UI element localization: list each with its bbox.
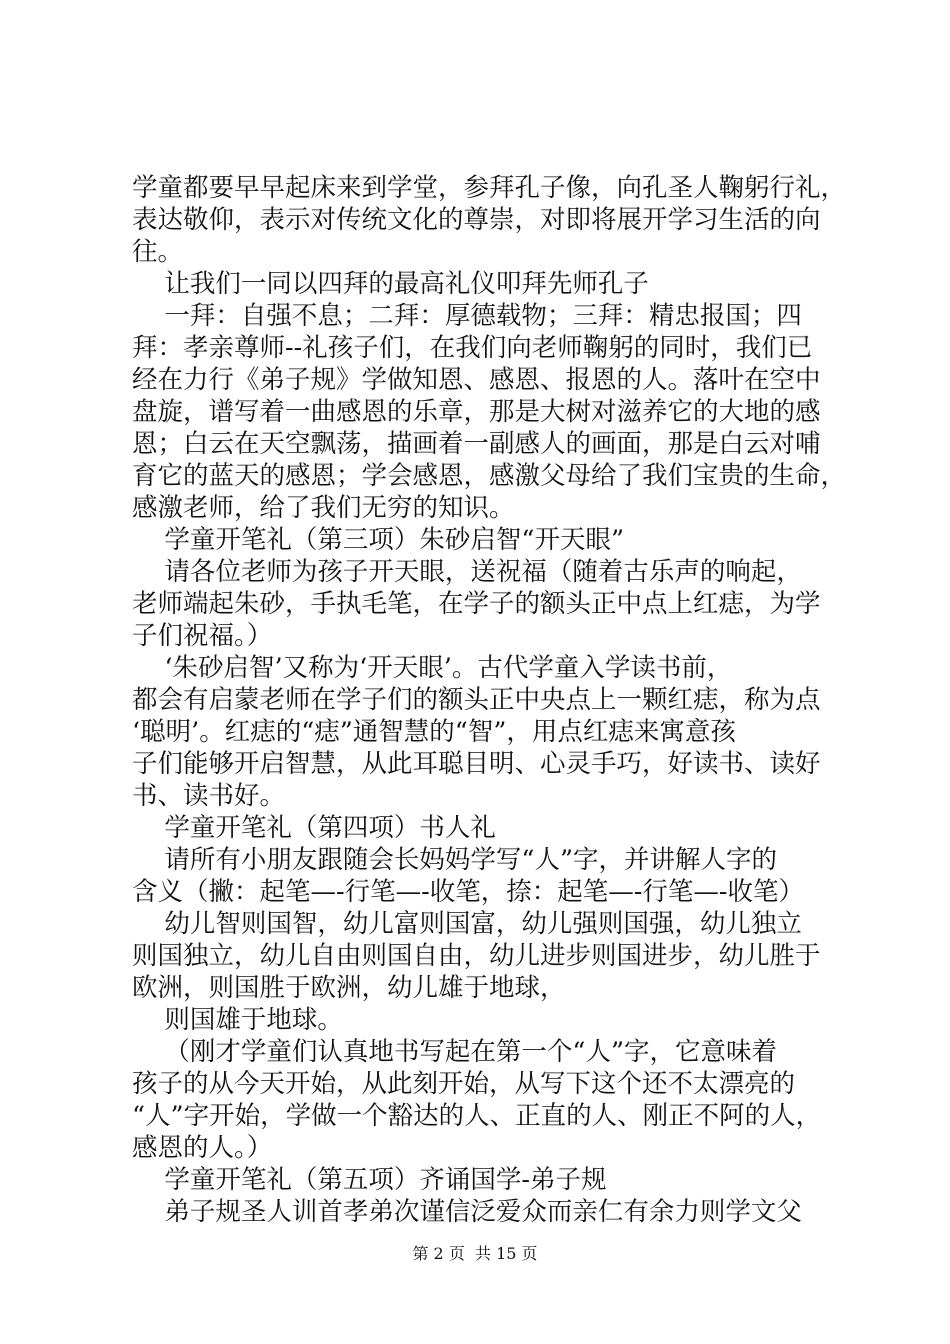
text-line: 往。 xyxy=(132,237,184,267)
text-line: 育它的蓝天的感恩；学会感恩，感激父母给了我们宝贵的生命， xyxy=(132,461,847,491)
text-line: 含义（撇：起笔—-行笔—-收笔，捺：起笔—-行笔—-收笔） xyxy=(132,877,804,907)
text-line: 学童都要早早起床来到学堂，参拜孔子像，向孔圣人鞠躬行礼， xyxy=(132,173,847,203)
text-line: 一拜：自强不息；二拜：厚德载物；三拜：精忠报国；四 xyxy=(132,301,802,331)
text-line: 表达敬仰，表示对传统文化的尊崇，对即将展开学习生活的向 xyxy=(132,205,821,235)
text-line: 子们祝福。） xyxy=(132,621,273,651)
text-line: 都会有启蒙老师在学子们的额头正中央点上一颗红痣，称为点 xyxy=(132,685,821,715)
section-heading: 学童开笔礼（第三项）朱砂启智“开天眼” xyxy=(132,525,624,555)
text-line: 盘旋，谱写着一曲感恩的乐章，那是大树对滋养它的大地的感 xyxy=(132,397,821,427)
text-line: 感激老师，给了我们无穷的知识。 xyxy=(132,493,515,523)
text-line: 孩子的从今天开始，从此刻开始，从写下这个还不太漂亮的 xyxy=(132,1069,796,1099)
text-line: 则国独立，幼儿自由则国自由，幼儿进步则国进步，幼儿胜于 xyxy=(132,941,821,971)
text-line: （刚才学童们认真地书写起在第一个“人”字，它意味着 xyxy=(132,1037,777,1067)
text-line: 欧洲，则国胜于欧洲，幼儿雄于地球， xyxy=(132,973,566,1003)
text-line: 书、读书好。 xyxy=(132,781,286,811)
text-line: “人”字开始，学做一个豁达的人、正直的人、刚正不阿的人， xyxy=(132,1101,822,1131)
section-heading: 学童开笔礼（第四项）书人礼 xyxy=(132,813,496,843)
text-line: 老师端起朱砂，手执毛笔，在学子的额头正中点上红痣，为学 xyxy=(132,589,821,619)
text-line: 拜：孝亲尊师--礼孩子们，在我们向老师鞠躬的同时，我们已 xyxy=(132,333,813,363)
text-line: 让我们一同以四拜的最高礼仪叩拜先师孔子 xyxy=(132,269,649,299)
text-line: ‘朱砂启智’又称为‘开天眼’。古代学童入学读书前， xyxy=(132,653,733,683)
text-line: ‘聪明’。红痣的“痣”通智慧的“智”，用点红痣来寓意孩 xyxy=(132,717,736,747)
text-line: 恩；白云在天空飘荡，描画着一副感人的画面，那是白云对哺 xyxy=(132,429,821,459)
text-line: 请所有小朋友跟随会长妈妈学写“人”字，并讲解人字的 xyxy=(132,845,777,875)
section-heading: 学童开笔礼（第五项）齐诵国学-弟子规 xyxy=(132,1165,607,1195)
text-line: 则国雄于地球。 xyxy=(132,1005,343,1035)
text-line: 子们能够开启智慧，从此耳聪目明、心灵手巧，好读书、读好 xyxy=(132,749,821,779)
text-line: 感恩的人。） xyxy=(132,1133,273,1163)
page-number-footer: 第 2 页 共 15 页 xyxy=(412,1244,538,1263)
text-line: 经在力行《弟子规》学做知恩、感恩、报恩的人。落叶在空中 xyxy=(132,365,821,395)
text-line: 请各位老师为孩子开天眼，送祝福（随着古乐声的响起， xyxy=(132,557,802,587)
text-line: 弟子规圣人训首孝弟次谨信泛爱众而亲仁有余力则学文父 xyxy=(132,1197,802,1227)
text-line: 幼儿智则国智，幼儿富则国富，幼儿强则国强，幼儿独立 xyxy=(132,909,802,939)
